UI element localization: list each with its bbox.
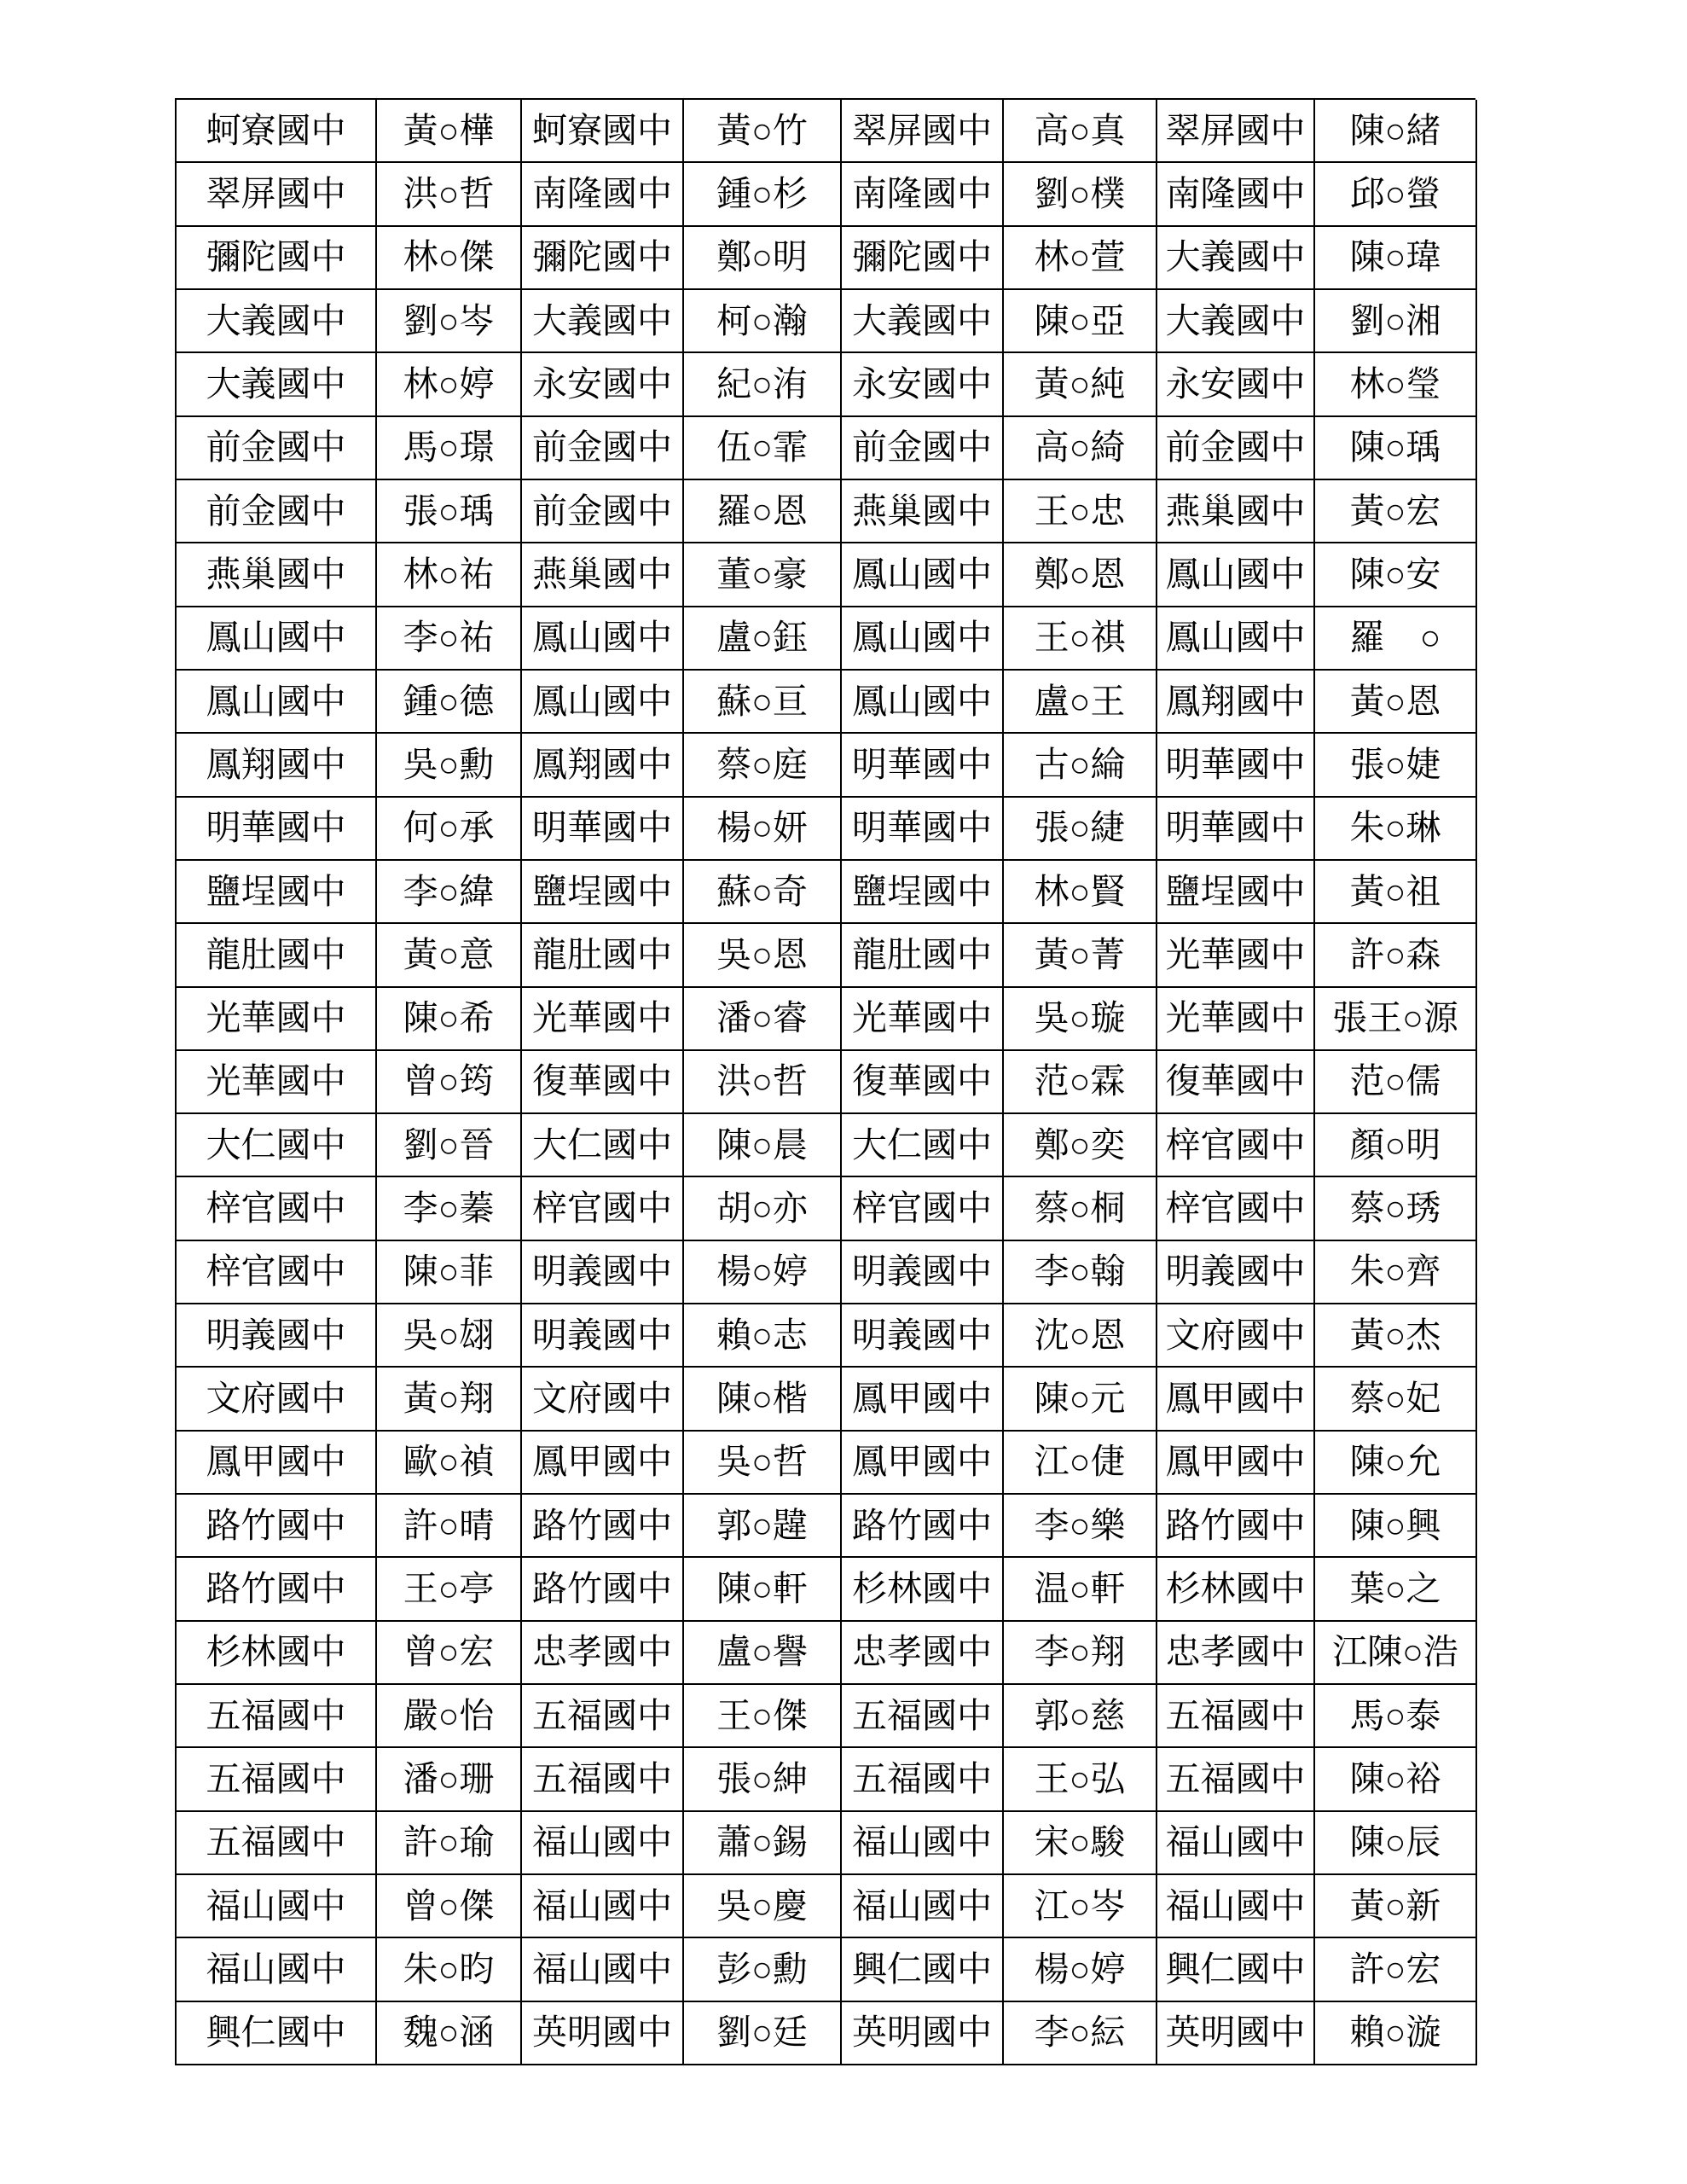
student-name-cell: 陳○允 — [1315, 1432, 1477, 1495]
school-cell: 翠屏國中 — [1157, 100, 1315, 163]
school-cell: 大義國中 — [177, 290, 377, 353]
student-name-cell: 蔡○桐 — [1004, 1177, 1157, 1240]
school-cell: 福山國中 — [1157, 1812, 1315, 1875]
school-cell: 彌陀國中 — [522, 227, 684, 290]
school-cell: 明義國中 — [522, 1304, 684, 1368]
student-name-cell: 劉○樸 — [1004, 163, 1157, 226]
student-name-cell: 蔡○妃 — [1315, 1368, 1477, 1431]
student-name-cell: 楊○婷 — [1004, 1938, 1157, 2001]
school-cell: 明華國中 — [1157, 798, 1315, 861]
student-name-cell: 胡○亦 — [684, 1177, 842, 1240]
student-name-cell: 林○瑩 — [1315, 353, 1477, 416]
school-cell: 五福國中 — [1157, 1748, 1315, 1811]
school-cell: 前金國中 — [177, 480, 377, 543]
student-name-cell: 蕭○錫 — [684, 1812, 842, 1875]
school-cell: 大義國中 — [842, 290, 1004, 353]
student-name-cell: 顏○明 — [1315, 1114, 1477, 1177]
school-cell: 福山國中 — [842, 1875, 1004, 1938]
student-name-cell: 鄭○明 — [684, 227, 842, 290]
school-cell: 梓官國中 — [1157, 1114, 1315, 1177]
student-name-cell: 劉○晉 — [377, 1114, 522, 1177]
student-name-cell: 劉○廷 — [684, 2002, 842, 2065]
school-cell: 明義國中 — [522, 1241, 684, 1304]
school-cell: 英明國中 — [842, 2002, 1004, 2065]
school-cell: 鳳翔國中 — [177, 734, 377, 797]
student-name-cell: 陳○裕 — [1315, 1748, 1477, 1811]
student-name-cell: 賴○志 — [684, 1304, 842, 1368]
student-name-cell: 羅○恩 — [684, 480, 842, 543]
school-cell: 燕巢國中 — [177, 543, 377, 607]
student-name-cell: 郭○慈 — [1004, 1685, 1157, 1748]
school-cell: 復華國中 — [1157, 1051, 1315, 1114]
school-cell: 鳳山國中 — [842, 607, 1004, 671]
student-name-cell: 劉○湘 — [1315, 290, 1477, 353]
student-name-cell: 郭○韙 — [684, 1495, 842, 1558]
school-cell: 鳳翔國中 — [522, 734, 684, 797]
student-name-cell: 張○瑀 — [377, 480, 522, 543]
student-name-cell: 林○萱 — [1004, 227, 1157, 290]
school-cell: 英明國中 — [1157, 2002, 1315, 2065]
student-name-cell: 鍾○德 — [377, 671, 522, 734]
student-name-cell: 潘○珊 — [377, 1748, 522, 1811]
school-cell: 光華國中 — [842, 988, 1004, 1051]
school-cell: 福山國中 — [842, 1812, 1004, 1875]
school-cell: 彌陀國中 — [842, 227, 1004, 290]
school-cell: 鳳山國中 — [177, 607, 377, 671]
school-cell: 大義國中 — [1157, 227, 1315, 290]
school-cell: 翠屏國中 — [177, 163, 377, 226]
student-name-cell: 董○豪 — [684, 543, 842, 607]
school-cell: 五福國中 — [1157, 1685, 1315, 1748]
student-name-cell: 蔡○庭 — [684, 734, 842, 797]
school-cell: 大仁國中 — [177, 1114, 377, 1177]
school-cell: 杉林國中 — [1157, 1558, 1315, 1621]
school-cell: 鳳山國中 — [842, 671, 1004, 734]
student-name-cell: 江陳○浩 — [1315, 1622, 1477, 1685]
school-cell: 文府國中 — [177, 1368, 377, 1431]
school-cell: 燕巢國中 — [1157, 480, 1315, 543]
school-cell: 忠孝國中 — [842, 1622, 1004, 1685]
student-name-cell: 温○軒 — [1004, 1558, 1157, 1621]
school-cell: 路竹國中 — [1157, 1495, 1315, 1558]
student-name-cell: 歐○禎 — [377, 1432, 522, 1495]
school-student-roster-table — [175, 98, 1475, 2065]
student-name-cell: 黃○純 — [1004, 353, 1157, 416]
student-name-cell: 張○緁 — [1004, 798, 1157, 861]
student-name-cell: 吳○翃 — [377, 1304, 522, 1368]
student-name-cell: 江○岑 — [1004, 1875, 1157, 1938]
school-cell: 鹽埕國中 — [842, 861, 1004, 924]
student-name-cell: 潘○睿 — [684, 988, 842, 1051]
school-cell: 鳳山國中 — [842, 543, 1004, 607]
student-name-cell: 鄭○奕 — [1004, 1114, 1157, 1177]
school-cell: 鳳甲國中 — [842, 1368, 1004, 1431]
student-name-cell: 柯○瀚 — [684, 290, 842, 353]
school-cell: 五福國中 — [842, 1685, 1004, 1748]
student-name-cell: 紀○洧 — [684, 353, 842, 416]
school-cell: 五福國中 — [522, 1748, 684, 1811]
school-cell: 鹽埕國中 — [1157, 861, 1315, 924]
school-cell: 福山國中 — [522, 1938, 684, 2001]
school-cell: 光華國中 — [177, 1051, 377, 1114]
student-name-cell: 陳○興 — [1315, 1495, 1477, 1558]
school-cell: 光華國中 — [522, 988, 684, 1051]
student-name-cell: 何○承 — [377, 798, 522, 861]
school-cell: 明義國中 — [842, 1304, 1004, 1368]
student-name-cell: 楊○婷 — [684, 1241, 842, 1304]
school-cell: 五福國中 — [842, 1748, 1004, 1811]
student-name-cell: 陳○菲 — [377, 1241, 522, 1304]
student-name-cell: 江○倢 — [1004, 1432, 1157, 1495]
student-name-cell: 馬○璟 — [377, 417, 522, 480]
student-name-cell: 吳○慶 — [684, 1875, 842, 1938]
school-cell: 明華國中 — [842, 798, 1004, 861]
student-name-cell: 劉○岑 — [377, 290, 522, 353]
student-name-cell: 許○宏 — [1315, 1938, 1477, 2001]
school-cell: 明義國中 — [177, 1304, 377, 1368]
student-name-cell: 吳○哲 — [684, 1432, 842, 1495]
student-name-cell: 陳○亞 — [1004, 290, 1157, 353]
student-name-cell: 范○霖 — [1004, 1051, 1157, 1114]
school-cell: 路竹國中 — [522, 1495, 684, 1558]
student-name-cell: 李○祐 — [377, 607, 522, 671]
school-cell: 南隆國中 — [1157, 163, 1315, 226]
student-name-cell: 羅 ○ — [1315, 607, 1477, 671]
school-cell: 梓官國中 — [177, 1241, 377, 1304]
student-name-cell: 朱○琳 — [1315, 798, 1477, 861]
student-name-cell: 許○晴 — [377, 1495, 522, 1558]
student-name-cell: 許○瑜 — [377, 1812, 522, 1875]
school-cell: 光華國中 — [1157, 924, 1315, 987]
student-name-cell: 王○祺 — [1004, 607, 1157, 671]
student-name-cell: 李○樂 — [1004, 1495, 1157, 1558]
student-name-cell: 沈○恩 — [1004, 1304, 1157, 1368]
school-cell: 福山國中 — [1157, 1875, 1315, 1938]
school-cell: 鳳山國中 — [522, 671, 684, 734]
student-name-cell: 邱○螢 — [1315, 163, 1477, 226]
school-cell: 前金國中 — [177, 417, 377, 480]
student-name-cell: 陳○瑀 — [1315, 417, 1477, 480]
school-cell: 大義國中 — [522, 290, 684, 353]
school-cell: 南隆國中 — [842, 163, 1004, 226]
student-name-cell: 蘇○奇 — [684, 861, 842, 924]
school-cell: 五福國中 — [522, 1685, 684, 1748]
student-name-cell: 李○紜 — [1004, 2002, 1157, 2065]
school-cell: 杉林國中 — [842, 1558, 1004, 1621]
student-name-cell: 陳○晨 — [684, 1114, 842, 1177]
student-name-cell: 王○傑 — [684, 1685, 842, 1748]
school-cell: 鳳甲國中 — [1157, 1432, 1315, 1495]
student-name-cell: 朱○齊 — [1315, 1241, 1477, 1304]
student-name-cell: 馬○泰 — [1315, 1685, 1477, 1748]
student-name-cell: 李○蓁 — [377, 1177, 522, 1240]
school-cell: 南隆國中 — [522, 163, 684, 226]
student-name-cell: 陳○瑋 — [1315, 227, 1477, 290]
student-name-cell: 鍾○杉 — [684, 163, 842, 226]
school-cell: 蚵寮國中 — [177, 100, 377, 163]
student-name-cell: 葉○之 — [1315, 1558, 1477, 1621]
school-cell: 明華國中 — [1157, 734, 1315, 797]
school-cell: 鳳山國中 — [522, 607, 684, 671]
student-name-cell: 鄭○恩 — [1004, 543, 1157, 607]
student-name-cell: 古○綸 — [1004, 734, 1157, 797]
student-name-cell: 吳○恩 — [684, 924, 842, 987]
school-cell: 福山國中 — [522, 1875, 684, 1938]
student-name-cell: 陳○楷 — [684, 1368, 842, 1431]
school-cell: 路竹國中 — [177, 1495, 377, 1558]
student-name-cell: 王○亭 — [377, 1558, 522, 1621]
student-name-cell: 林○傑 — [377, 227, 522, 290]
student-name-cell: 伍○霏 — [684, 417, 842, 480]
student-name-cell: 張王○源 — [1315, 988, 1477, 1051]
school-cell: 鳳翔國中 — [1157, 671, 1315, 734]
school-cell: 大仁國中 — [522, 1114, 684, 1177]
student-name-cell: 黃○樺 — [377, 100, 522, 163]
student-name-cell: 陳○安 — [1315, 543, 1477, 607]
student-name-cell: 黃○祖 — [1315, 861, 1477, 924]
student-name-cell: 許○森 — [1315, 924, 1477, 987]
school-cell: 梓官國中 — [522, 1177, 684, 1240]
school-cell: 梓官國中 — [177, 1177, 377, 1240]
student-name-cell: 陳○軒 — [684, 1558, 842, 1621]
school-cell: 鳳甲國中 — [842, 1432, 1004, 1495]
school-cell: 前金國中 — [842, 417, 1004, 480]
student-name-cell: 黃○恩 — [1315, 671, 1477, 734]
student-name-cell: 宋○駿 — [1004, 1812, 1157, 1875]
student-name-cell: 林○婷 — [377, 353, 522, 416]
school-cell: 興仁國中 — [842, 1938, 1004, 2001]
student-name-cell: 魏○涵 — [377, 2002, 522, 2065]
school-cell: 福山國中 — [522, 1812, 684, 1875]
school-cell: 鳳山國中 — [1157, 543, 1315, 607]
student-name-cell: 朱○昀 — [377, 1938, 522, 2001]
school-cell: 永安國中 — [522, 353, 684, 416]
student-name-cell: 盧○鈺 — [684, 607, 842, 671]
student-name-cell: 黃○杰 — [1315, 1304, 1477, 1368]
student-name-cell: 林○賢 — [1004, 861, 1157, 924]
school-cell: 五福國中 — [177, 1748, 377, 1811]
school-cell: 福山國中 — [177, 1875, 377, 1938]
school-cell: 光華國中 — [177, 988, 377, 1051]
student-name-cell: 李○翰 — [1004, 1241, 1157, 1304]
school-cell: 蚵寮國中 — [522, 100, 684, 163]
school-cell: 永安國中 — [1157, 353, 1315, 416]
school-cell: 燕巢國中 — [522, 543, 684, 607]
school-cell: 興仁國中 — [1157, 1938, 1315, 2001]
school-cell: 明華國中 — [522, 798, 684, 861]
school-cell: 鳳山國中 — [177, 671, 377, 734]
student-name-cell: 黃○翔 — [377, 1368, 522, 1431]
school-cell: 路竹國中 — [842, 1495, 1004, 1558]
student-name-cell: 陳○緒 — [1315, 100, 1477, 163]
student-name-cell: 李○緯 — [377, 861, 522, 924]
school-cell: 光華國中 — [1157, 988, 1315, 1051]
school-cell: 大義國中 — [1157, 290, 1315, 353]
school-cell: 福山國中 — [177, 1938, 377, 2001]
student-name-cell: 張○紳 — [684, 1748, 842, 1811]
student-name-cell: 黃○菁 — [1004, 924, 1157, 987]
school-cell: 燕巢國中 — [842, 480, 1004, 543]
student-name-cell: 高○綺 — [1004, 417, 1157, 480]
school-cell: 前金國中 — [1157, 417, 1315, 480]
student-name-cell: 李○翔 — [1004, 1622, 1157, 1685]
school-cell: 永安國中 — [842, 353, 1004, 416]
school-cell: 杉林國中 — [177, 1622, 377, 1685]
student-name-cell: 洪○哲 — [377, 163, 522, 226]
student-name-cell: 盧○譽 — [684, 1622, 842, 1685]
school-cell: 鳳甲國中 — [1157, 1368, 1315, 1431]
school-cell: 龍肚國中 — [522, 924, 684, 987]
school-cell: 前金國中 — [522, 480, 684, 543]
student-name-cell: 陳○希 — [377, 988, 522, 1051]
student-name-cell: 曾○筠 — [377, 1051, 522, 1114]
school-cell: 忠孝國中 — [1157, 1622, 1315, 1685]
school-cell: 明華國中 — [842, 734, 1004, 797]
student-name-cell: 黃○竹 — [684, 100, 842, 163]
student-name-cell: 嚴○怡 — [377, 1685, 522, 1748]
school-cell: 梓官國中 — [842, 1177, 1004, 1240]
student-name-cell: 彭○勳 — [684, 1938, 842, 2001]
school-cell: 五福國中 — [177, 1685, 377, 1748]
student-name-cell: 吳○勳 — [377, 734, 522, 797]
school-cell: 大義國中 — [177, 353, 377, 416]
student-name-cell: 洪○哲 — [684, 1051, 842, 1114]
student-name-cell: 蔡○琇 — [1315, 1177, 1477, 1240]
student-name-cell: 曾○傑 — [377, 1875, 522, 1938]
student-name-cell: 曾○宏 — [377, 1622, 522, 1685]
student-name-cell: 賴○漩 — [1315, 2002, 1477, 2065]
student-name-cell: 王○忠 — [1004, 480, 1157, 543]
school-cell: 鹽埕國中 — [177, 861, 377, 924]
student-name-cell: 黃○意 — [377, 924, 522, 987]
school-cell: 彌陀國中 — [177, 227, 377, 290]
student-name-cell: 吳○璇 — [1004, 988, 1157, 1051]
school-cell: 鹽埕國中 — [522, 861, 684, 924]
student-name-cell: 蘇○亘 — [684, 671, 842, 734]
student-name-cell: 范○儒 — [1315, 1051, 1477, 1114]
school-cell: 大仁國中 — [842, 1114, 1004, 1177]
school-cell: 文府國中 — [1157, 1304, 1315, 1368]
school-cell: 明義國中 — [1157, 1241, 1315, 1304]
school-cell: 龍肚國中 — [842, 924, 1004, 987]
school-cell: 梓官國中 — [1157, 1177, 1315, 1240]
student-name-cell: 張○婕 — [1315, 734, 1477, 797]
school-cell: 鳳甲國中 — [522, 1432, 684, 1495]
student-name-cell: 黃○宏 — [1315, 480, 1477, 543]
school-cell: 明義國中 — [842, 1241, 1004, 1304]
school-cell: 文府國中 — [522, 1368, 684, 1431]
student-name-cell: 陳○元 — [1004, 1368, 1157, 1431]
student-name-cell: 黃○新 — [1315, 1875, 1477, 1938]
student-name-cell: 王○弘 — [1004, 1748, 1157, 1811]
school-cell: 英明國中 — [522, 2002, 684, 2065]
school-cell: 路竹國中 — [522, 1558, 684, 1621]
student-name-cell: 林○祐 — [377, 543, 522, 607]
school-cell: 前金國中 — [522, 417, 684, 480]
school-cell: 路竹國中 — [177, 1558, 377, 1621]
student-name-cell: 盧○王 — [1004, 671, 1157, 734]
school-cell: 鳳山國中 — [1157, 607, 1315, 671]
student-name-cell: 陳○辰 — [1315, 1812, 1477, 1875]
school-cell: 明華國中 — [177, 798, 377, 861]
student-name-cell: 楊○妍 — [684, 798, 842, 861]
school-cell: 忠孝國中 — [522, 1622, 684, 1685]
school-cell: 翠屏國中 — [842, 100, 1004, 163]
school-cell: 龍肚國中 — [177, 924, 377, 987]
school-cell: 復華國中 — [842, 1051, 1004, 1114]
student-name-cell: 高○真 — [1004, 100, 1157, 163]
school-cell: 五福國中 — [177, 1812, 377, 1875]
school-cell: 興仁國中 — [177, 2002, 377, 2065]
school-cell: 復華國中 — [522, 1051, 684, 1114]
school-cell: 鳳甲國中 — [177, 1432, 377, 1495]
